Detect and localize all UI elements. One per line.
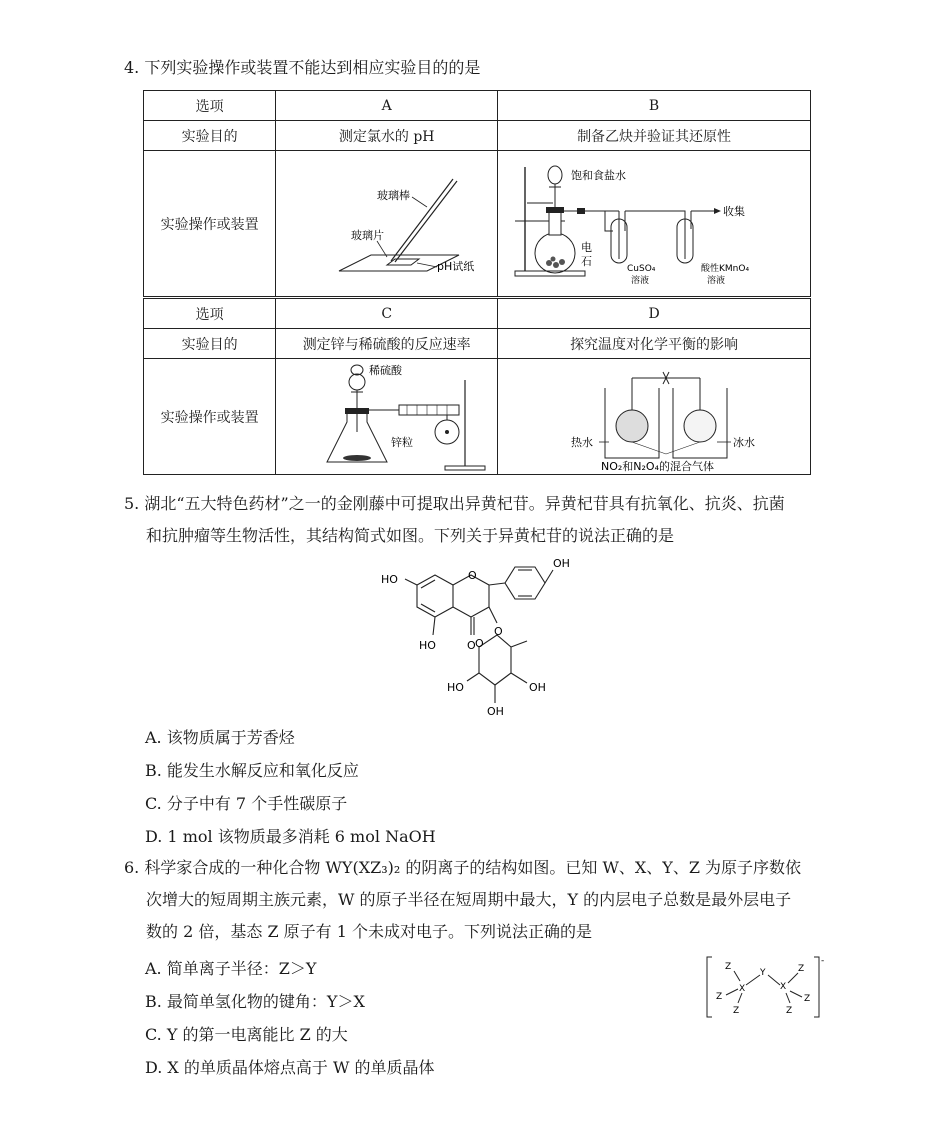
struct-ether-o: O xyxy=(494,625,503,638)
struct-ring-o: O xyxy=(468,569,477,582)
label-collect: 收集 xyxy=(723,204,746,218)
struct-carbonyl-o: O xyxy=(467,639,476,652)
q5-option-a[interactable]: A. 该物质属于芳香烃 xyxy=(145,728,295,747)
q5-stem-line1: 5. 湖北“五大特色药材”之一的金刚藤中可提取出异黄杞苷。异黄杞苷具有抗氧化、抗炎、抗菌 xyxy=(124,494,785,513)
option-a-purpose: 测定氯水的 pH xyxy=(276,121,498,151)
option-d-purpose: 探究温度对化学平衡的影响 xyxy=(498,329,811,359)
q6-stem-line2: 次增大的短周期主族元素，W 的原子半径在短周期中最大，Y 的内层电子总数是最外层电子 xyxy=(146,890,792,909)
option-c-purpose: 测定锌与稀硫酸的反应速率 xyxy=(276,329,498,359)
label-ice-water: 冰水 xyxy=(733,435,756,449)
label-gas-mixture: NO₂和N₂O₄的混合气体 xyxy=(601,459,715,472)
apparatus-b xyxy=(498,151,811,297)
reaction-rate-diagram xyxy=(287,362,487,472)
q4-stem xyxy=(124,52,480,84)
anion-z-1: Z xyxy=(725,962,732,972)
struct-sugar-oh-right: OH xyxy=(529,681,546,694)
q6-option-b[interactable]: B. 最简单氢化物的键角：Y＞X xyxy=(145,992,365,1011)
apparatus-d xyxy=(498,359,811,475)
anion-y: Y xyxy=(760,968,766,978)
anion-z-6: Z xyxy=(786,1006,793,1016)
struct-ho-left: HO xyxy=(381,573,398,586)
label-hot-water: 热水 xyxy=(571,435,594,449)
device-label: 实验操作或装置 xyxy=(144,359,276,475)
label-zinc: 锌粒 xyxy=(390,435,413,449)
label-carbide-2: 石 xyxy=(581,254,593,268)
q5-option-b[interactable]: B. 能发生水解反应和氧化反应 xyxy=(145,761,359,780)
equilibrium-temperature-diagram xyxy=(509,362,799,472)
q5-stem-line2: 和抗肿瘤等生物活性，其结构简式如图。下列关于异黄杞苷的说法正确的是 xyxy=(146,526,675,545)
label-cuso4-solution: 溶液 xyxy=(631,275,650,286)
anion-z-3: Z xyxy=(716,992,723,1002)
purpose-label: 实验目的 xyxy=(144,329,276,359)
label-brine: 饱和食盐水 xyxy=(571,168,627,182)
struct-sugar-oh-bottom: OH xyxy=(487,705,504,718)
apparatus-a xyxy=(276,151,498,297)
isoengeletin-structure xyxy=(375,555,585,720)
label-kmno4-solution: 溶液 xyxy=(707,275,726,286)
q4-table-ab xyxy=(143,90,811,297)
anion-z-4: Z xyxy=(733,1006,740,1016)
anion-z-5: Z xyxy=(804,994,811,1004)
device-label: 实验操作或装置 xyxy=(144,151,276,297)
label-glass-rod: 玻璃棒 xyxy=(376,188,410,202)
struct-oh-top: OH xyxy=(553,557,570,570)
anion-structure xyxy=(704,955,828,1021)
q4-stem-text: 4. 下列实验操作或装置不能达到相应实验目的的是 xyxy=(124,58,481,77)
label-ph-paper: pH试纸 xyxy=(436,259,474,273)
q4-table-cd xyxy=(143,298,811,475)
ph-test-diagram xyxy=(287,159,487,289)
q5-option-d[interactable]: D. 1 mol 该物质最多消耗 6 mol NaOH xyxy=(145,827,436,846)
anion-charge: - xyxy=(821,956,825,966)
label-glass-plate: 玻璃片 xyxy=(350,228,384,242)
option-d-header: D xyxy=(498,299,811,329)
apparatus-c xyxy=(276,359,498,475)
option-a-header: A xyxy=(276,91,498,121)
acetylene-diagram xyxy=(509,159,799,289)
label-cuso4: CuSO₄ xyxy=(627,263,656,274)
q6-option-c[interactable]: C. Y 的第一电离能比 Z 的大 xyxy=(145,1025,348,1044)
anion-x-left: X xyxy=(739,984,746,994)
q6-stem xyxy=(124,852,801,948)
option-b-header: B xyxy=(498,91,811,121)
struct-ho-bottom: HO xyxy=(419,639,436,652)
anion-z-2: Z xyxy=(798,964,805,974)
q5-stem xyxy=(124,488,785,552)
anion-x-right: X xyxy=(780,982,787,992)
q5-option-c[interactable]: C. 分子中有 7 个手性碳原子 xyxy=(145,794,348,813)
q6-stem-line3: 数的 2 倍，基态 Z 原子有 1 个未成对电子。下列说法正确的是 xyxy=(146,922,592,941)
table-header-label: 选项 xyxy=(144,91,276,121)
q6-stem-line1: 6. 科学家合成的一种化合物 WY(XZ₃)₂ 的阴离子的结构如图。已知 W、X、Y、Z 为原子序数依 xyxy=(124,858,802,877)
label-kmno4: 酸性KMnO₄ xyxy=(701,263,750,274)
label-dilute-acid: 稀硫酸 xyxy=(368,363,402,377)
label-carbide-1: 电 xyxy=(581,240,593,254)
purpose-label: 实验目的 xyxy=(144,121,276,151)
q6-option-d[interactable]: D. X 的单质晶体熔点高于 W 的单质晶体 xyxy=(145,1058,435,1077)
table-header-label: 选项 xyxy=(144,299,276,329)
option-c-header: C xyxy=(276,299,498,329)
struct-sugar-o: O xyxy=(475,637,484,650)
option-b-purpose: 制备乙炔并验证其还原性 xyxy=(498,121,811,151)
q6-option-a[interactable]: A. 简单离子半径：Z＞Y xyxy=(145,959,317,978)
struct-sugar-ho: HO xyxy=(447,681,464,694)
